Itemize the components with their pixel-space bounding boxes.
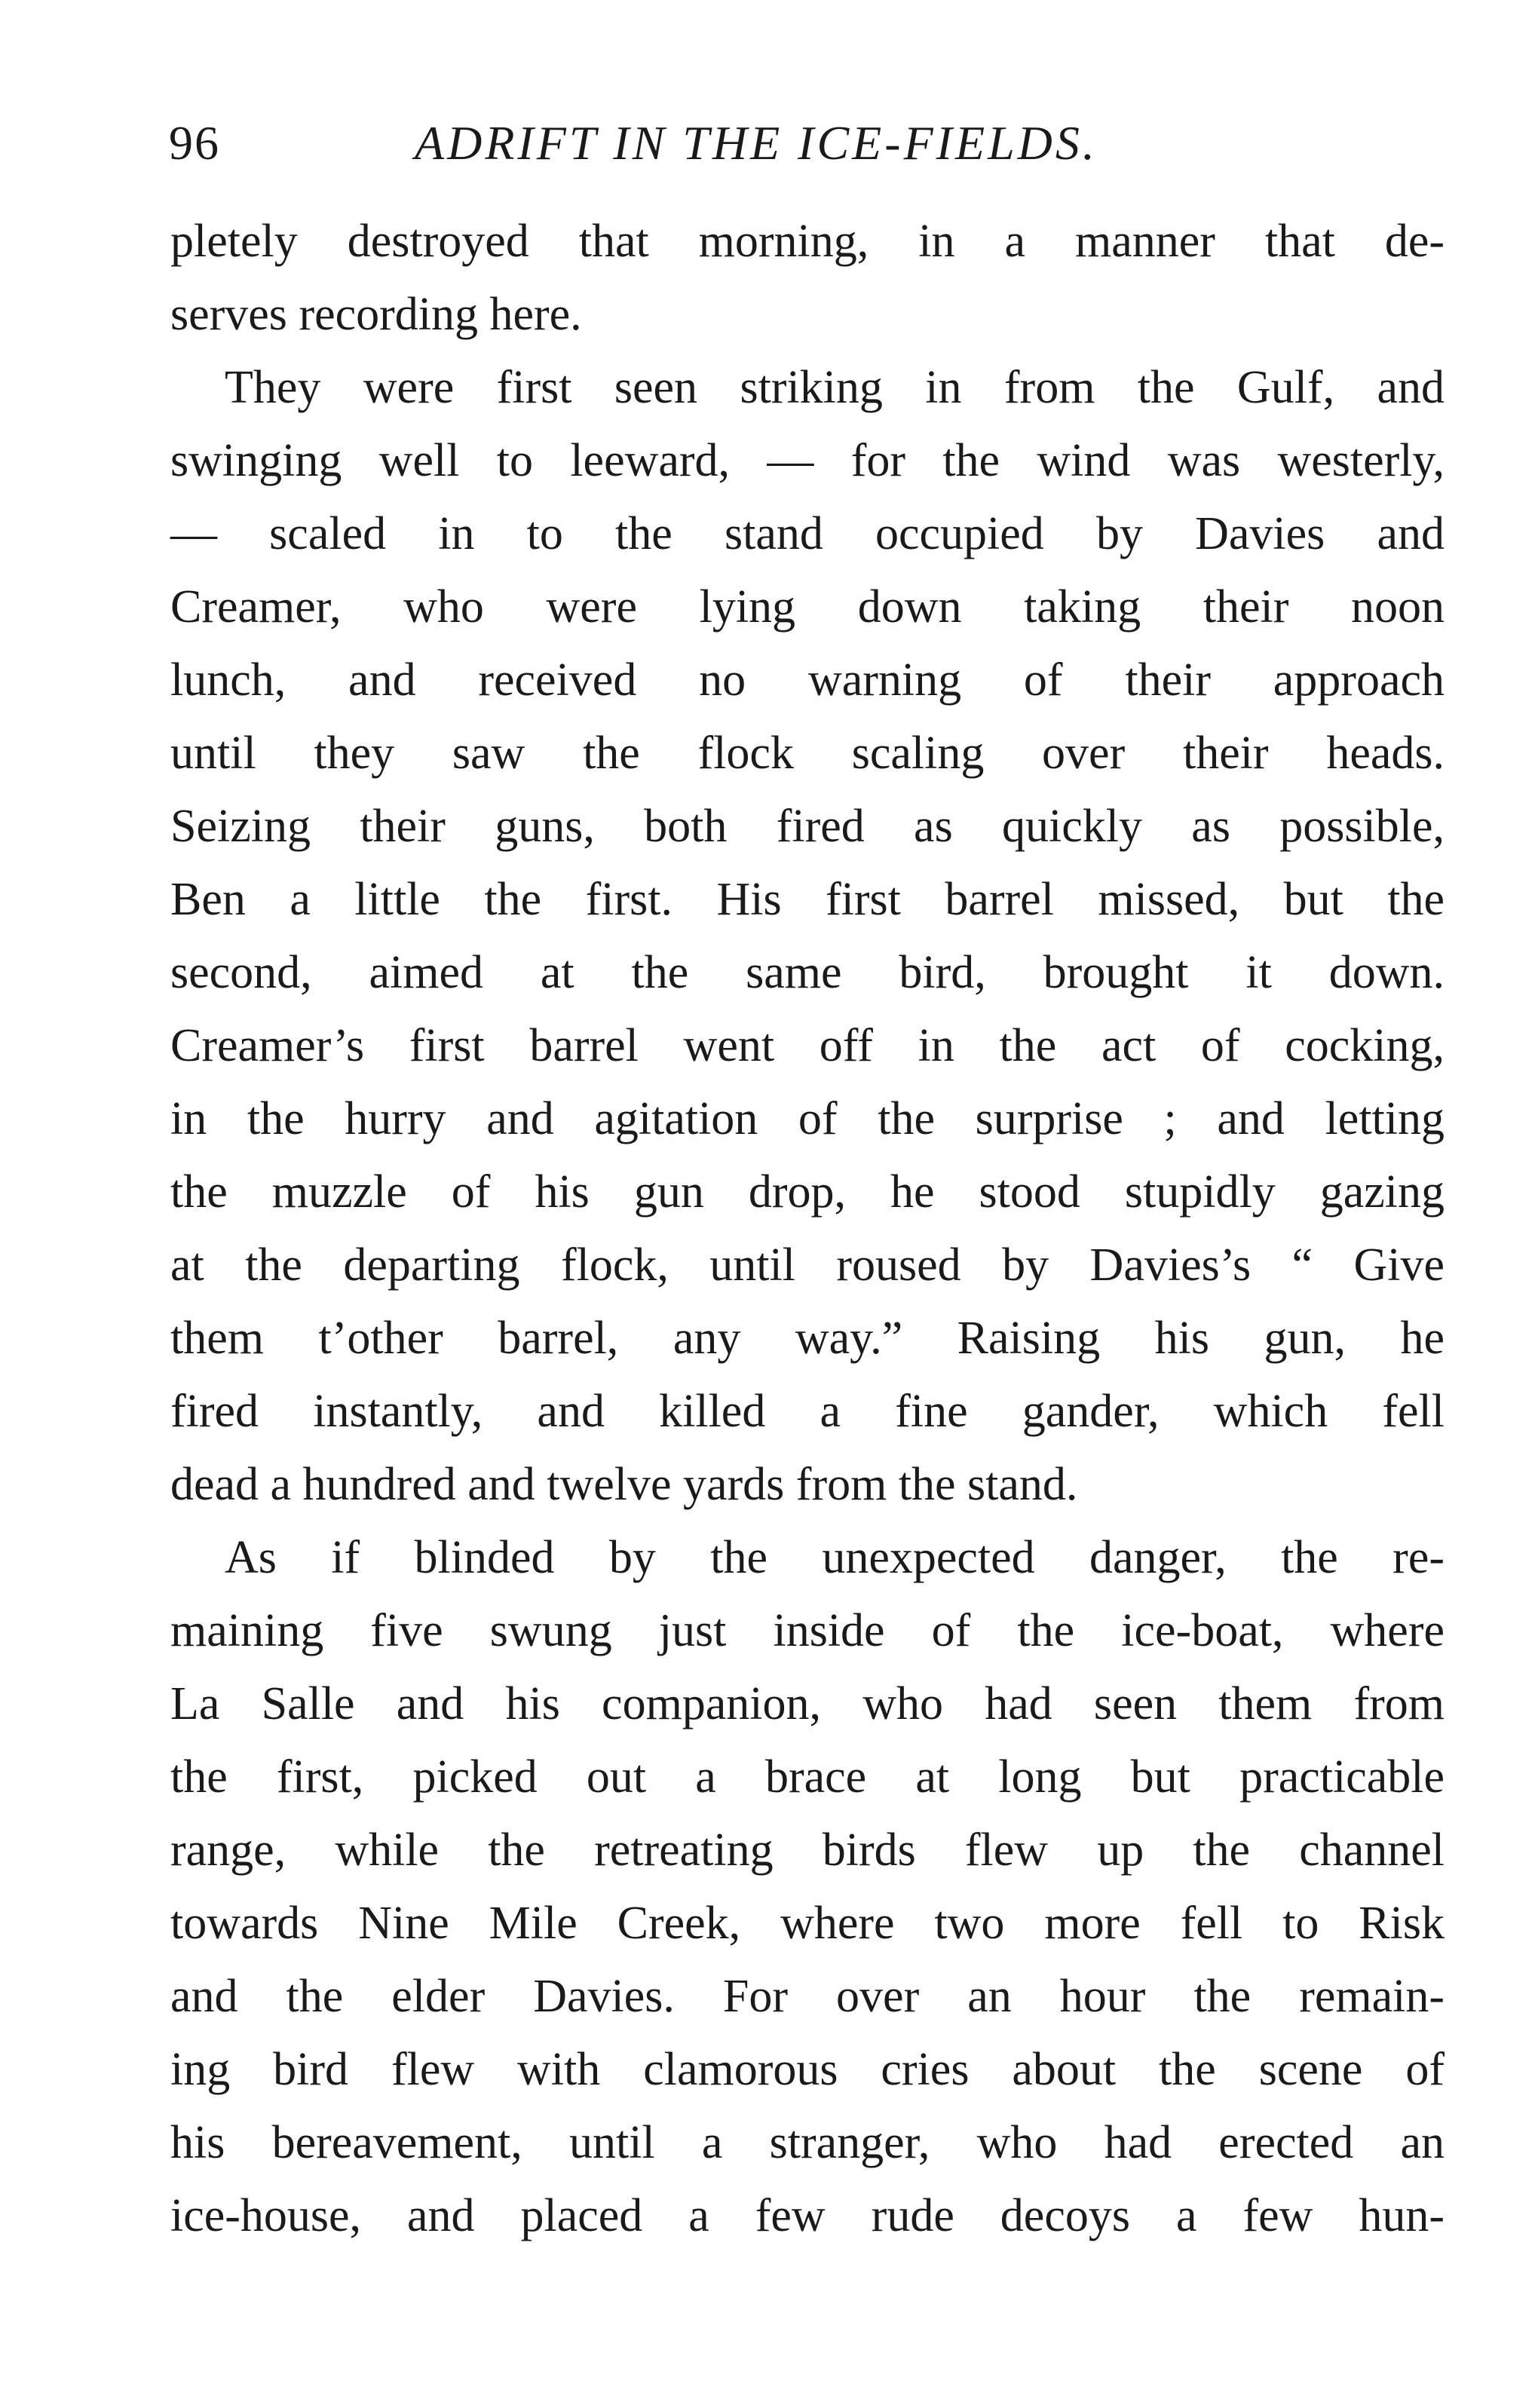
- text-line: ing bird flew with clamorous cries about the scene of: [170, 2044, 1445, 2095]
- text-line: the first, picked out a brace at long but practicable: [170, 1751, 1445, 1803]
- text-line: and the elder Davies. For over an hour the remain-: [170, 1971, 1445, 2022]
- text-line: fired instantly, and killed a fine gander, which fell: [170, 1386, 1445, 1437]
- text-line: They were first seen striking in from the Gulf, and: [225, 362, 1445, 413]
- text-line: pletely destroyed that morning, in a manner that de-: [170, 216, 1445, 267]
- text-line: As if blinded by the unexpected danger, the re-: [225, 1532, 1445, 1583]
- text-line: — scaled in to the stand occupied by Davies and: [170, 508, 1445, 559]
- text-line: range, while the retreating birds flew up the channel: [170, 1824, 1445, 1876]
- text-line: Creamer’s first barrel went off in the act of cocking,: [170, 1020, 1445, 1071]
- running-title: ADRIFT IN THE ICE-FIELDS.: [415, 116, 1098, 170]
- text-line: in the hurry and agitation of the surprise ; and letting: [170, 1093, 1445, 1144]
- text-line: swinging well to leeward, — for the wind was westerly,: [170, 435, 1445, 486]
- text-line: ice-house, and placed a few rude decoys a few hun-: [170, 2190, 1445, 2241]
- text-line: them t’other barrel, any way.” Raising his gun, he: [170, 1313, 1445, 1364]
- text-line: second, aimed at the same bird, brought it down.: [170, 947, 1445, 998]
- text-line: serves recording here.: [170, 289, 582, 340]
- body-text: [170, 205, 1445, 2253]
- text-line: Creamer, who were lying down taking their noon: [170, 581, 1445, 633]
- text-line: dead a hundred and twelve yards from the stand.: [170, 1459, 1078, 1510]
- text-line: maining five swung just inside of the ice-boat, where: [170, 1605, 1445, 1656]
- text-line: at the departing flock, until roused by Davies’s “ Give: [170, 1239, 1445, 1291]
- text-line: Ben a little the first. His first barrel missed, but the: [170, 874, 1445, 925]
- text-line: his bereavement, until a stranger, who had erected an: [170, 2117, 1445, 2168]
- text-line: lunch, and received no warning of their approach: [170, 654, 1445, 706]
- text-line: Seizing their guns, both fired as quickly as possible,: [170, 801, 1445, 852]
- text-line: until they saw the flock scaling over their heads.: [170, 728, 1445, 779]
- page-header: [169, 113, 1451, 173]
- text-line: the muzzle of his gun drop, he stood stupidly gazing: [170, 1166, 1445, 1218]
- text-line: towards Nine Mile Creek, where two more fell to Risk: [170, 1898, 1445, 1949]
- text-line: La Salle and his companion, who had seen them from: [170, 1678, 1445, 1729]
- page-number: 96: [169, 116, 220, 170]
